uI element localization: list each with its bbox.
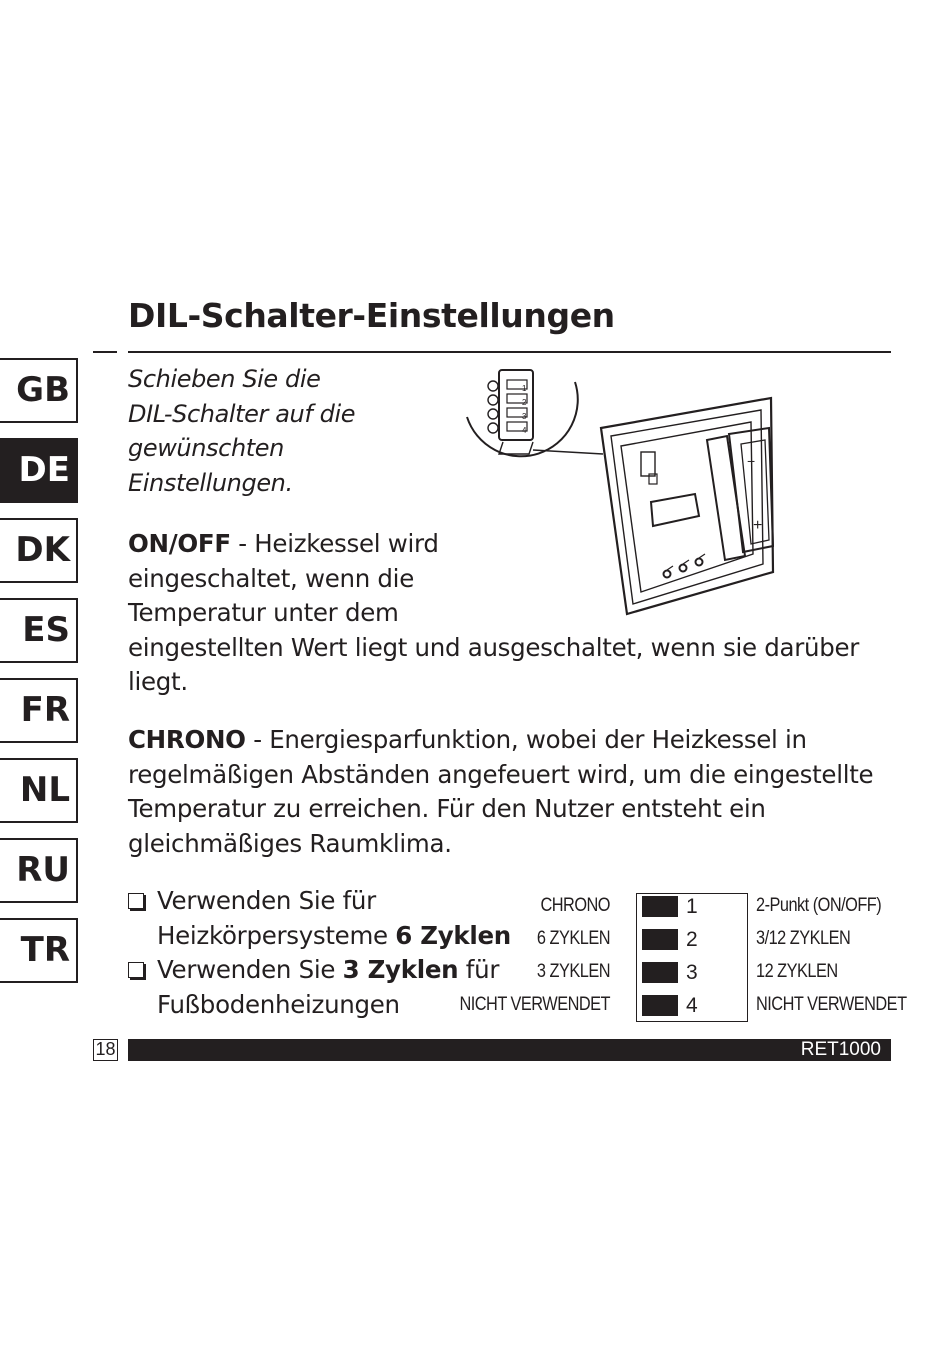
bullet-line: Fußbodenheizungen bbox=[157, 989, 400, 1019]
bullet-bold: 6 Zyklen bbox=[395, 920, 511, 950]
onoff-label: ON/OFF bbox=[128, 529, 231, 558]
onoff-text: - Heizkessel wird bbox=[230, 529, 439, 558]
title-rule-short bbox=[93, 351, 117, 353]
dil-switch-toggle bbox=[642, 962, 678, 983]
dil-left-label: 6 ZYKLEN bbox=[536, 928, 610, 949]
title-rule bbox=[128, 351, 891, 353]
intro-line: DIL-Schalter auf die bbox=[128, 399, 356, 428]
relay-block bbox=[651, 494, 699, 526]
checkbox-bullet-icon bbox=[128, 962, 144, 978]
battery-minus-icon: − bbox=[747, 453, 756, 469]
dil-switch-number: 1 bbox=[686, 895, 698, 918]
bullet-bold: 3 Zyklen bbox=[342, 955, 459, 984]
dil-right-label: NICHT VERWENDET bbox=[756, 994, 907, 1015]
dil-switch-toggle bbox=[642, 995, 678, 1016]
onoff-paragraph bbox=[128, 527, 868, 700]
checkbox-bullet-icon bbox=[128, 893, 144, 909]
intro-line: Einstellungen. bbox=[128, 468, 293, 497]
chrono-label: CHRONO bbox=[128, 725, 246, 754]
lang-tab-nl[interactable]: NL bbox=[0, 758, 78, 823]
bullet-line: Verwenden Sie für bbox=[157, 886, 376, 915]
switch-number-label: 4 bbox=[522, 426, 527, 435]
page-number: 18 bbox=[93, 1039, 118, 1061]
dil-switch-toggle bbox=[642, 896, 678, 917]
dil-right-label: 3/12 ZYKLEN bbox=[756, 928, 851, 949]
chrono-line: gleichmäßiges Raumklima. bbox=[128, 828, 452, 858]
dil-right-label: 2-Punkt (ON/OFF) bbox=[756, 895, 882, 916]
dil-switch-number: 4 bbox=[686, 994, 698, 1017]
bullet-text: Heizkörpersysteme bbox=[157, 920, 396, 950]
onoff-line: liegt. bbox=[128, 667, 188, 696]
chrono-text: - Energiesparfunktion, wobei der Heizkessel in bbox=[245, 725, 807, 754]
lang-tab-es[interactable]: ES bbox=[0, 598, 78, 663]
onoff-line: Temperatur unter dem bbox=[128, 598, 399, 627]
chrono-paragraph bbox=[128, 723, 888, 861]
bullet-text: Verwenden Sie bbox=[157, 955, 343, 984]
chrono-line: Temperatur zu erreichen. Für den Nutzer entsteht ein bbox=[128, 794, 766, 823]
switch-number-label: 2 bbox=[522, 398, 527, 407]
bullet-text: für bbox=[458, 955, 500, 984]
chrono-line: regelmäßigen Abständen angefeuert wird, um die eingestellte bbox=[128, 759, 874, 789]
footer-model-bar: RET1000 bbox=[128, 1039, 891, 1061]
switch-number-label: 3 bbox=[522, 412, 527, 421]
chrono-first-line bbox=[128, 723, 888, 758]
onoff-first-line bbox=[128, 527, 868, 562]
onoff-line: eingestellten Wert liegt und ausgeschaltet, wenn sie darüber bbox=[128, 632, 860, 662]
dil-left-label: 3 ZYKLEN bbox=[536, 961, 610, 982]
dil-switch-number: 3 bbox=[686, 961, 698, 984]
lang-tab-de[interactable]: DE bbox=[0, 438, 78, 503]
dil-right-label: 12 ZYKLEN bbox=[756, 961, 838, 982]
dil-switch-toggle bbox=[642, 929, 678, 950]
dil-switch-number: 2 bbox=[686, 928, 698, 951]
lang-tab-fr[interactable]: FR bbox=[0, 678, 78, 743]
dil-left-label: CHRONO bbox=[540, 895, 610, 916]
switch-number-label: 1 bbox=[522, 384, 527, 393]
page-title: DIL-Schalter-Einstellungen bbox=[128, 296, 615, 335]
intro-line: Schieben Sie die bbox=[128, 365, 321, 393]
battery-plus-icon: + bbox=[753, 517, 763, 534]
intro-line: gewünschten bbox=[128, 434, 284, 462]
lang-tab-gb[interactable]: GB bbox=[0, 358, 78, 423]
dil-left-label: NICHT VERWENDET bbox=[459, 994, 610, 1015]
lang-tab-tr[interactable]: TR bbox=[0, 918, 78, 983]
onoff-line: eingeschaltet, wenn die bbox=[128, 563, 414, 593]
intro-instruction bbox=[128, 362, 458, 500]
lang-tab-dk[interactable]: DK bbox=[0, 518, 78, 583]
lang-tab-ru[interactable]: RU bbox=[0, 838, 78, 903]
